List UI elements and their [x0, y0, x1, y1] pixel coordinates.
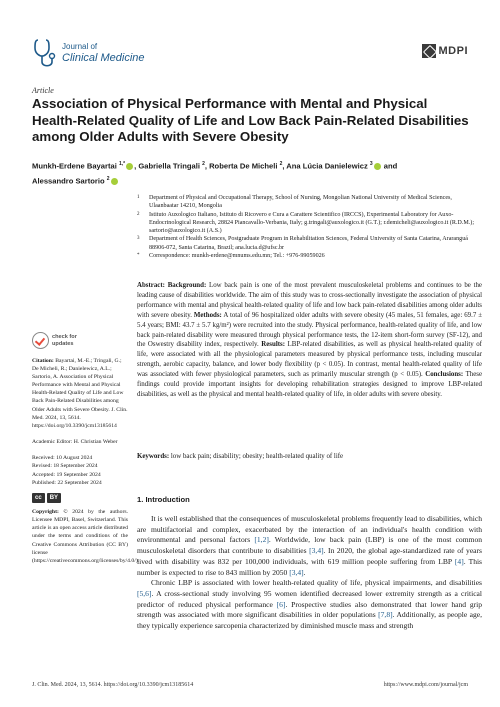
article-type: Article: [32, 86, 54, 95]
footer-journal-url[interactable]: https://www.mdpi.com/journal/jcm: [383, 682, 468, 688]
reference-link[interactable]: [3,4]: [309, 546, 324, 556]
affiliation-item: [137, 194, 482, 211]
affiliation-text: Department of Health Sciences, Postgraduate Program in Rehabilitation Sciences, Federal University of Santa Catarina, Araranguá 88906-072, Santa Catarina, Brazil; ana.lucia.d@ufsc.br: [149, 236, 468, 251]
author-list: Munkh-Erdene Bayartai $^{1,*}$ , Gabriella Tringali $^2$, Roberta De Micheli $^2$, Ana Lúcia Danielewicz $^3$ and Alessandro Sartorio $^2$: [32, 161, 398, 186]
date-accepted: Accepted: 19 September 2024: [32, 471, 101, 478]
author-sup: 2: [279, 161, 283, 167]
affiliation-number: 3: [137, 236, 140, 242]
date-revised: Revised: 18 September 2024: [32, 463, 98, 470]
author-sup: 2: [202, 161, 205, 167]
cc-by-license-badge[interactable]: [32, 493, 128, 503]
abstract-methods-text: A total of 96 hospitalized older adults with severe obesity (45 males, 51 females, age: 69.7 ± 5.4 years; BMI: 43.7 ± 5.7 kg/m²) were recruited into the study. Physical performance, health-related quality of life, and low back pain-related disability were measured through physical performance tests, the 12-item short-form survey (SF-12), and the Oswestry disability index, respectively.: [137, 311, 482, 349]
academic-editor: Academic Editor: H. Christian Weber: [32, 438, 118, 445]
stethoscope-logo-icon: [32, 38, 58, 70]
orcid-icon[interactable]: [126, 163, 133, 170]
orcid-icon[interactable]: [374, 163, 381, 170]
reference-link[interactable]: [1,2]: [254, 535, 269, 545]
citation-label: Citation:: [32, 358, 54, 364]
affiliation-text: Istituto Auxologico Italiano, Istituto di Ricovero e Cura a Carattere Scientifico (IRCCS), Experimental Laboratory for Auxo-Endocrinological Research, 28824 Piancavallo-Verbania, Italy; g.tringali@auxologico.it (G.T.); r.demicheli@auxologico.it (R.D.M.); sartorio@auxologico.it (A.S.): [149, 211, 475, 235]
orcid-icon[interactable]: [111, 178, 118, 185]
author-and: and: [383, 161, 398, 171]
reference-link[interactable]: [5,6]: [137, 588, 152, 598]
article-sidebar: [32, 332, 140, 565]
text-run: . This number is expected to rise to 843 million by 2050: [137, 556, 482, 577]
footer-citation[interactable]: J. Clin. Med. 2024, 13, 5614. https://doi.org/10.3390/jcm13185614: [32, 682, 194, 688]
author-name[interactable]: Munkh-Erdene Bayartai: [32, 161, 117, 171]
mdpi-logo[interactable]: [422, 44, 469, 58]
affiliation-item: [137, 252, 482, 260]
abstract-background-label: Background:: [167, 282, 207, 289]
check-line1: check for: [52, 334, 77, 340]
journal-name[interactable]: [62, 42, 145, 65]
check-for-updates-button[interactable]: [32, 332, 128, 349]
reference-link[interactable]: [6]: [276, 599, 286, 609]
abstract-results-text: LBP-related disabilities, as well as physical health-related quality of life, were associated with all the physiological parameters measured by physical performance tests, including muscular strength, aerobic capacity, balance, and lower body flexibility (p < 0.05). In contrast, mental health-related quality of life was associated with fewer physiological parameters, such as primarily muscular strength (p < 0.05).: [137, 341, 482, 379]
reference-link[interactable]: [4]: [454, 556, 464, 566]
author-name[interactable]: Gabriella Tringali: [138, 161, 200, 171]
abstract-background-text: Low back pain is one of the most prevalent musculoskeletal problems and continues to be the leading cause of disabilities worldwide. The aim of this study was to cross-sectionally investigate the association of physical performance with mental and physical health-related quality of life and low back pain-related disabilities among older adults with severe obesity.: [137, 282, 482, 319]
text-run: .: [303, 567, 306, 577]
journal-line1: Journal of: [62, 42, 98, 51]
check-updates-icon: [32, 332, 49, 349]
citation-text[interactable]: Bayartai, M.-E.; Tringali, G.; De Micheli, R.; Danielewicz, A.L.; Sartorio, A. Association of Physical Performance with Mental and Physical Health-Related Quality of Life and Low Back Pain-Related Disabilities among Older Adults with Severe Obesity. J. Clin. Med. 2024, 13, 5614. https://doi.org/10.3390/jcm13185614: [32, 358, 128, 429]
article-dates: [32, 454, 128, 487]
text-run: . Additionally, as people age, they typically experience sarcopenia characterized by diminished muscle mass and strength: [137, 610, 482, 631]
author-sup: 1,*: [118, 161, 126, 167]
citation-block: [32, 357, 128, 430]
affiliation-item: [137, 211, 482, 236]
reference-link[interactable]: [3,4]: [289, 567, 304, 577]
introduction-body: [137, 514, 482, 632]
author-name[interactable]: Alessandro Sartorio: [32, 176, 105, 186]
by-icon: BY: [47, 493, 61, 503]
abstract-results-label: Results:: [261, 341, 285, 349]
text-run: It is well established that the consequences of musculoskeletal problems frequently lead to disabilities, which are multifactorial and complex, exacerbated by the interaction of an individual's health condition with environmental and personal factors: [137, 514, 482, 545]
paragraph: [137, 578, 482, 632]
affiliation-text: Department of Physical and Occupational Therapy, School of Nursing, Mongolian National University of Medical Sciences, Ulaanbaatar 14210, Mongolia: [149, 195, 452, 210]
article-title: Association of Physical Performance with Mental and Physical Health-Related Quality of Life and Low Back Pain-Related Disabilities among Older Adults with Severe Obesity: [32, 96, 469, 144]
text-run: . Worldwide, low back pain (LBP) is one of the most common musculoskeletal disorders that contribute to disabilities: [137, 535, 482, 556]
section-heading: 1. Introduction: [137, 495, 190, 504]
copyright-notice: [32, 508, 140, 565]
reference-link[interactable]: [7,8]: [378, 610, 393, 620]
cc-icon: cc: [32, 493, 45, 503]
mdpi-mark-icon: [422, 44, 436, 58]
abstract-conclusions-text: These findings could provide important insights for developing rehabilitation strategies designed to improve LBP-related disabilities, as well as the physical and mental health-related quality of life, in older adults with severe obesity.: [137, 371, 483, 398]
affiliation-number: 1: [137, 195, 140, 200]
check-line2: updates: [52, 340, 74, 347]
author-name[interactable]: Roberta De Micheli: [209, 161, 278, 171]
affiliation-number: 2: [137, 211, 140, 217]
affiliations: [137, 194, 482, 260]
text-run: . A cross-sectional study involving 95 women identified decreased lower extremity strength as a critical predictor of reduced physical performance: [137, 588, 482, 609]
keywords-label: Keywords:: [137, 453, 170, 460]
author-sup: 2: [106, 175, 110, 182]
abstract-label: Abstract:: [137, 282, 165, 289]
text-run: Chronic LBP is associated with lower health-related quality of life, physical impairments, and disabilities: [151, 578, 482, 588]
affiliation-text: Correspondence: munkh-erdene@mnums.edu.mn; Tel.: +976-99059026: [149, 253, 325, 260]
author-name[interactable]: Ana Lúcia Danielewicz: [286, 161, 368, 171]
publisher-name: MDPI: [438, 45, 468, 57]
affiliation-number: *: [137, 253, 140, 259]
date-published: Published: 22 September 2024: [32, 479, 102, 486]
text-run: . In 2020, the global age-standardized rate of years lived with disability was 832 per 100,000 individuals, with 619 million people suffering from LBP: [137, 546, 482, 566]
keywords: [137, 452, 482, 462]
text-run: . Prospective studies also demonstrated that lower hand grip strength was associated with more significant disabilities in older populations: [137, 599, 483, 620]
paragraph: [137, 514, 482, 578]
abstract-methods-label: Methods:: [193, 311, 222, 319]
affiliation-item: [137, 235, 482, 252]
keywords-text: low back pain; disability; obesity; health-related quality of life: [170, 453, 344, 460]
copyright-text: © 2024 by the authors. Licensee MDPI, Basel, Switzerland. This article is an open access article distributed under the terms and conditions of the Creative Commons Attribution (CC BY) license (https://creativecommons.org/licenses/by/4.0/).: [32, 509, 140, 564]
journal-line2: Clinical Medicine: [62, 52, 145, 64]
abstract: [137, 281, 482, 400]
date-received: Received: 10 August 2024: [32, 454, 93, 461]
page-footer: [32, 682, 468, 688]
journal-header: [32, 38, 468, 74]
abstract-conclusions-label: Conclusions:: [425, 371, 464, 379]
author-sup: 3: [369, 161, 373, 167]
copyright-label: Copyright:: [32, 509, 59, 516]
